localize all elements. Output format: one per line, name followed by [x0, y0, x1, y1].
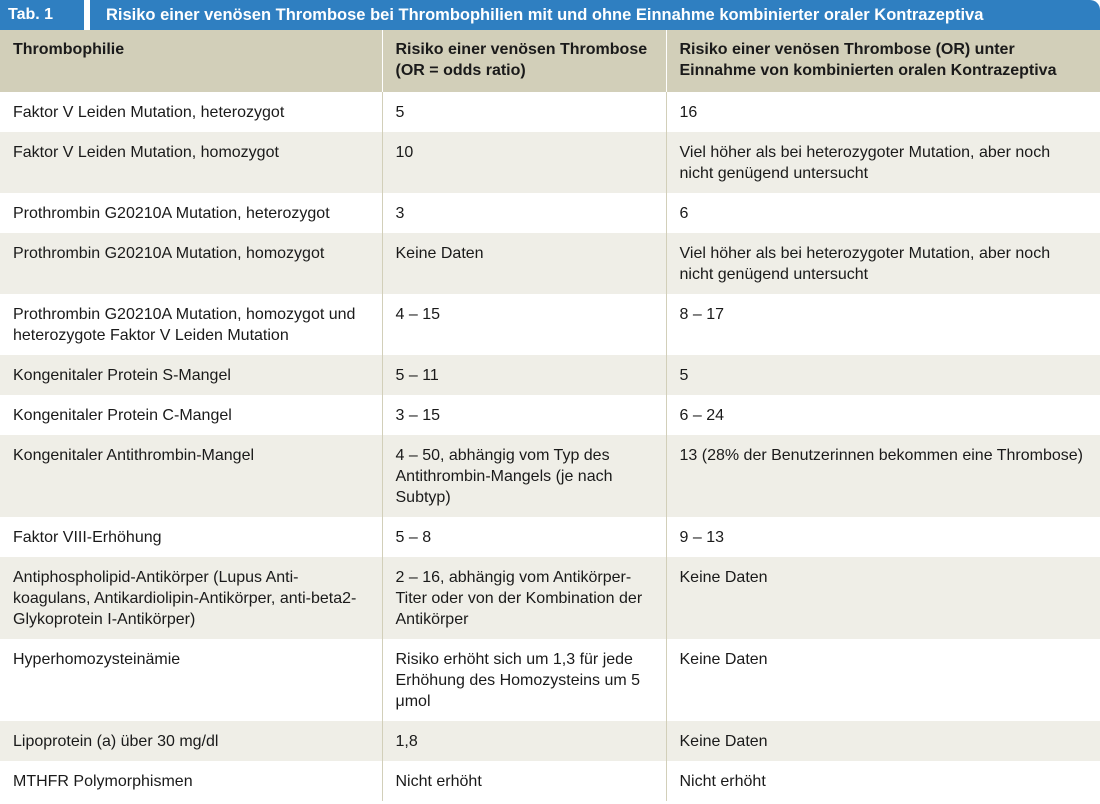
- table-row: [0, 761, 1100, 801]
- thrombophilia-cell: Lipoprotein (a) über 30 mg/dl: [0, 721, 382, 761]
- table-row: [0, 193, 1100, 233]
- table-header-row: [0, 30, 1100, 92]
- column-header-risk-with-contraceptives: Risiko einer venösen Thrombose (OR) unter Einnahme von kombinierten oralen Kontrazeptiva: [666, 30, 1100, 92]
- thrombophilia-cell: Faktor VIII-Erhöhung: [0, 517, 382, 557]
- column-header-thrombophilia: Thrombophilie: [0, 30, 382, 92]
- table-row: [0, 395, 1100, 435]
- risk-cell: 3 – 15: [382, 395, 666, 435]
- table-title: Risiko einer venösen Thrombose bei Thrombophilien mit und ohne Einnahme kombinierter oraler Kontrazeptiva: [90, 0, 1100, 30]
- risk-cell: Keine Daten: [382, 233, 666, 294]
- thrombophilia-risk-table: [0, 30, 1100, 801]
- column-header-risk: Risiko einer venösen Thrombose (OR = odds ratio): [382, 30, 666, 92]
- table-row: [0, 294, 1100, 355]
- risk-contraceptive-cell: Keine Daten: [666, 639, 1100, 721]
- risk-cell: 5 – 11: [382, 355, 666, 395]
- risk-cell: 10: [382, 132, 666, 193]
- table-row: [0, 132, 1100, 193]
- thrombophilia-cell: Prothrombin G20210A Mutation, homozygot und heterozygote Faktor V Leiden Mutation: [0, 294, 382, 355]
- risk-contraceptive-cell: Nicht erhöht: [666, 761, 1100, 801]
- thrombophilia-cell: Faktor V Leiden Mutation, homozygot: [0, 132, 382, 193]
- thrombophilia-cell: Prothrombin G20210A Mutation, heterozygot: [0, 193, 382, 233]
- risk-contraceptive-cell: Viel höher als bei heterozygoter Mutation, aber noch nicht genügend untersucht: [666, 233, 1100, 294]
- table-row: [0, 435, 1100, 517]
- table-row: [0, 355, 1100, 395]
- thrombophilia-cell: Faktor V Leiden Mutation, heterozygot: [0, 92, 382, 132]
- risk-cell: 5: [382, 92, 666, 132]
- thrombophilia-cell: Prothrombin G20210A Mutation, homozygot: [0, 233, 382, 294]
- risk-cell: 3: [382, 193, 666, 233]
- risk-cell: 4 – 50, abhängig vom Typ des Antithrombin-Mangels (je nach Subtyp): [382, 435, 666, 517]
- table-row: [0, 721, 1100, 761]
- risk-contraceptive-cell: 8 – 17: [666, 294, 1100, 355]
- risk-contraceptive-cell: 5: [666, 355, 1100, 395]
- risk-cell: 5 – 8: [382, 517, 666, 557]
- risk-cell: 1,8: [382, 721, 666, 761]
- thrombophilia-cell: Antiphospholipid-Antikörper (Lupus Anti-koagulans, Antikardiolipin-Antikörper, anti-beta2-Glykoprotein I-Antikörper): [0, 557, 382, 639]
- risk-cell: 4 – 15: [382, 294, 666, 355]
- thrombophilia-cell: Kongenitaler Antithrombin-Mangel: [0, 435, 382, 517]
- risk-cell: 2 – 16, abhängig vom Antikörper-Titer oder von der Kombination der Antikörper: [382, 557, 666, 639]
- risk-contraceptive-cell: 6 – 24: [666, 395, 1100, 435]
- risk-cell: Risiko erhöht sich um 1,3 für jede Erhöhung des Homozysteins um 5 μmol: [382, 639, 666, 721]
- risk-contraceptive-cell: Keine Daten: [666, 721, 1100, 761]
- risk-contraceptive-cell: 13 (28% der Benutzerinnen bekommen eine Thrombose): [666, 435, 1100, 517]
- thrombophilia-cell: MTHFR Polymorphismen: [0, 761, 382, 801]
- table-row: [0, 557, 1100, 639]
- risk-contraceptive-cell: Viel höher als bei heterozygoter Mutation, aber noch nicht genügend untersucht: [666, 132, 1100, 193]
- table-row: [0, 233, 1100, 294]
- table-row: [0, 92, 1100, 132]
- table-row: [0, 639, 1100, 721]
- thrombophilia-cell: Kongenitaler Protein S-Mangel: [0, 355, 382, 395]
- thrombophilia-cell: Kongenitaler Protein C-Mangel: [0, 395, 382, 435]
- risk-contraceptive-cell: Keine Daten: [666, 557, 1100, 639]
- table-caption-bar: [0, 0, 1100, 30]
- table-row: [0, 517, 1100, 557]
- risk-contraceptive-cell: 16: [666, 92, 1100, 132]
- thrombophilia-cell: Hyperhomozysteinämie: [0, 639, 382, 721]
- table-number-label: Tab. 1: [0, 0, 84, 30]
- risk-contraceptive-cell: 9 – 13: [666, 517, 1100, 557]
- risk-contraceptive-cell: 6: [666, 193, 1100, 233]
- risk-cell: Nicht erhöht: [382, 761, 666, 801]
